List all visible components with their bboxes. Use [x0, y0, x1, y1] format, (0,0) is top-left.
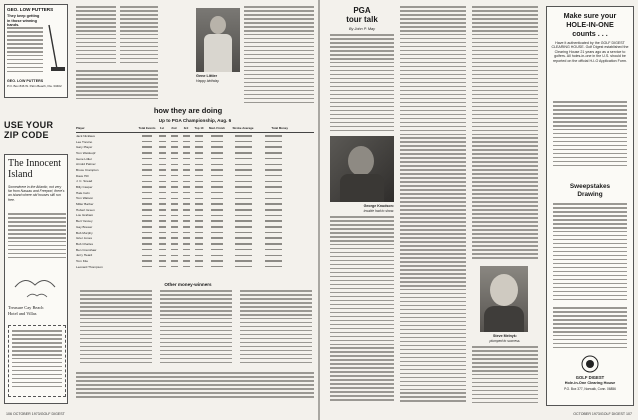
- table-cell: [180, 260, 192, 262]
- table-cell: [156, 198, 168, 200]
- table-cell: [138, 181, 156, 183]
- money-winners-col3: [240, 290, 312, 368]
- col-money: Total Money: [271, 126, 288, 130]
- table-cell: [206, 220, 228, 222]
- sweepstakes-title2: Drawing: [577, 191, 603, 198]
- table-cell: [192, 181, 206, 183]
- table-cell: [192, 249, 206, 251]
- zip-ad-line2: ZIP CODE: [4, 130, 49, 140]
- table-cell: [156, 186, 168, 188]
- table-cell: [258, 203, 288, 205]
- table-cell: [206, 255, 228, 257]
- table-cell: [156, 220, 168, 222]
- player-name: Dave Hill: [76, 173, 89, 178]
- table-cell: [258, 237, 288, 239]
- sweepstakes-body: [553, 203, 627, 303]
- putter-ad-body: [7, 27, 43, 73]
- table-cell: [138, 243, 156, 245]
- table-cell: [192, 220, 206, 222]
- clearing-house-name: GOLF DIGEST: [575, 375, 605, 380]
- table-cell: [168, 175, 180, 177]
- table-cell: [228, 255, 258, 257]
- player-name: Grier Jones: [76, 236, 92, 241]
- table-cell: [206, 175, 228, 177]
- table-cell: [192, 192, 206, 194]
- table-cell: [228, 232, 258, 234]
- right-page: [320, 0, 638, 420]
- table-cell: [192, 209, 206, 211]
- seagull-icon: [13, 267, 57, 301]
- table-cell: [180, 152, 192, 154]
- table-cell: [258, 215, 288, 217]
- table-cell: [228, 192, 258, 194]
- table-cell: [168, 215, 180, 217]
- table-cell: [228, 198, 258, 200]
- innocent-ad-brand: Treasure Cay Beach: [8, 305, 44, 310]
- table-cell: [206, 232, 228, 234]
- table-cell: [138, 226, 156, 228]
- table-cell: [168, 209, 180, 211]
- table-cell: [180, 141, 192, 143]
- putter-ad: [4, 4, 68, 98]
- article-col3-bottom: [472, 346, 538, 406]
- player-name: Bob Murphy: [76, 230, 93, 235]
- table-cell: [138, 220, 156, 222]
- table-cell: [156, 226, 168, 228]
- article-col2: [400, 6, 466, 406]
- table-cell: [206, 260, 228, 262]
- table-cell: [168, 169, 180, 171]
- table-cell: [192, 215, 206, 217]
- photo2-caption2: plumped to success.: [489, 339, 521, 343]
- table-cell: [168, 135, 180, 137]
- table-cell: [156, 255, 168, 257]
- putter-ad-contact: GEO. LOW PUTTERS: [7, 79, 44, 83]
- table-cell: [258, 169, 288, 171]
- birthday-article: [76, 6, 116, 66]
- putter-illustration: [45, 23, 67, 75]
- column-heading: PGA: [353, 6, 371, 15]
- table-cell: [180, 255, 192, 257]
- table-cell: [138, 215, 156, 217]
- player-name: Jack Nicklaus: [76, 133, 95, 138]
- table-cell: [206, 249, 228, 251]
- table-cell: [228, 164, 258, 166]
- table-cell: [138, 232, 156, 234]
- photo2-caption: Steve Melnyk:: [493, 334, 517, 338]
- table-cell: [156, 209, 168, 211]
- col-first: 1st: [159, 126, 165, 130]
- table-cell: [168, 186, 180, 188]
- table-cell: [138, 146, 156, 148]
- putter-ad-address: P.O. Box 846 W. Palm Beach, Fla. 33402: [7, 84, 62, 88]
- table-cell: [180, 232, 192, 234]
- col-top10: Top 10: [194, 126, 204, 130]
- player-name: J. C. Snead: [76, 179, 93, 184]
- table-cell: [192, 266, 206, 268]
- player-name: Hale Irwin: [76, 190, 90, 195]
- putter-ad-headline: GEO. LOW PUTTERS: [7, 7, 54, 12]
- table-cell: [192, 232, 206, 234]
- table-cell: [192, 146, 206, 148]
- putter-ad-subhead2: in those winning hands.: [7, 19, 37, 27]
- table-cell: [138, 255, 156, 257]
- table-cell: [156, 237, 168, 239]
- innocent-ad-title2: Island: [8, 169, 33, 180]
- table-cell: [258, 232, 288, 234]
- table-cell: [192, 243, 206, 245]
- table-cell: [168, 181, 180, 183]
- table-cell: [228, 186, 258, 188]
- table-cell: [168, 255, 180, 257]
- table-cell: [180, 186, 192, 188]
- table-cell: [258, 255, 288, 257]
- clearing-house-address: P.O. Box 377, Norwalk, Conn. 06856: [564, 387, 616, 391]
- table-cell: [228, 237, 258, 239]
- table-cell: [192, 135, 206, 137]
- table-cell: [168, 226, 180, 228]
- table-cell: [258, 158, 288, 160]
- article-col3-top: [472, 6, 538, 262]
- clearing-house-line2: Hole-in-One Clearing House: [564, 381, 616, 385]
- reply-coupon[interactable]: [8, 325, 66, 397]
- table-cell: [168, 266, 180, 268]
- table-cell: [156, 232, 168, 234]
- table-cell: [156, 146, 168, 148]
- table-cell: [180, 175, 192, 177]
- player-name: Arnold Palmer: [76, 162, 96, 167]
- table-cell: [156, 181, 168, 183]
- player-name: Jerry Heard: [76, 253, 93, 258]
- table-cell: [206, 215, 228, 217]
- stats-table-body: [76, 133, 314, 270]
- table-cell: [168, 192, 180, 194]
- table-cell: [168, 141, 180, 143]
- player-name: Gary Player: [76, 145, 93, 150]
- table-cell: [258, 226, 288, 228]
- table-cell: [168, 146, 180, 148]
- table-cell: [206, 152, 228, 154]
- player-name: Miller Barber: [76, 202, 94, 207]
- hole-in-one-ad: [546, 6, 634, 406]
- table-cell: [206, 146, 228, 148]
- table-cell: [206, 209, 228, 211]
- innocent-ad-brand2: Hotel and Villas: [8, 311, 37, 316]
- table-cell: [206, 169, 228, 171]
- table-cell: [180, 243, 192, 245]
- player-name: Bruce Crampton: [76, 167, 99, 172]
- table-cell: [192, 169, 206, 171]
- player-name: Gene Littler: [76, 156, 92, 161]
- table-cell: [138, 135, 156, 137]
- table-cell: [156, 152, 168, 154]
- table-cell: [192, 226, 206, 228]
- table-cell: [206, 186, 228, 188]
- table-cell: [192, 152, 206, 154]
- table-cell: [156, 158, 168, 160]
- table-cell: [156, 135, 168, 137]
- table-cell: [228, 215, 258, 217]
- column-heading2: tour talk: [346, 15, 378, 24]
- player-name: Lee Trevino: [76, 139, 93, 144]
- table-cell: [228, 266, 258, 268]
- table-cell: [168, 152, 180, 154]
- hio-body-more: [553, 101, 627, 171]
- player-name: Lou Graham: [76, 213, 94, 218]
- table-cell: [228, 141, 258, 143]
- table-cell: [206, 198, 228, 200]
- steve-melnyk-photo: [480, 266, 528, 332]
- table-cell: [228, 158, 258, 160]
- table-row: [76, 264, 314, 270]
- article-col1-bottom: [330, 216, 394, 406]
- table-cell: [258, 152, 288, 154]
- table-cell: [180, 192, 192, 194]
- player-name: Hubert Green: [76, 207, 95, 212]
- table-cell: [138, 203, 156, 205]
- table-cell: [180, 181, 192, 183]
- table-cell: [168, 237, 180, 239]
- table-cell: [180, 146, 192, 148]
- table-cell: [258, 266, 288, 268]
- player-name: Gay Brewer: [76, 224, 93, 229]
- table-cell: [168, 220, 180, 222]
- table-cell: [258, 198, 288, 200]
- zip-code-ad: [4, 120, 68, 146]
- table-cell: [258, 192, 288, 194]
- footnote-text: [76, 372, 314, 404]
- col-third: 3rd: [183, 126, 189, 130]
- table-cell: [228, 152, 258, 154]
- article-col1-top: [330, 34, 394, 134]
- innocent-ad-title1: The Innocent: [8, 158, 62, 169]
- table-cell: [192, 164, 206, 166]
- table-cell: [192, 175, 206, 177]
- photo1-caption: George Knudson:: [363, 204, 394, 208]
- how-they-are-doing-heading: how they are doing: [153, 106, 223, 115]
- table-cell: [192, 186, 206, 188]
- table-cell: [228, 220, 258, 222]
- table-cell: [138, 192, 156, 194]
- table-cell: [156, 266, 168, 268]
- coupon-lines: [12, 330, 62, 392]
- col-events: Total Events: [138, 126, 156, 130]
- table-cell: [258, 243, 288, 245]
- player-name: Ben Crenshaw: [76, 247, 97, 252]
- table-cell: [138, 209, 156, 211]
- table-cell: [180, 135, 192, 137]
- table-cell: [228, 260, 258, 262]
- table-cell: [258, 175, 288, 177]
- table-cell: [138, 158, 156, 160]
- table-cell: [156, 215, 168, 217]
- table-cell: [192, 237, 206, 239]
- stats-table: [76, 126, 314, 276]
- table-cell: [180, 209, 192, 211]
- table-cell: [228, 203, 258, 205]
- money-winners-col1: [80, 290, 152, 368]
- table-cell: [156, 192, 168, 194]
- table-cell: [206, 243, 228, 245]
- player-name: Bob Charles: [76, 241, 94, 246]
- innocent-ad-body: Somewhere in the Atlantic, not very far from Nassau and Freeport, there's an island where old houses still run free.: [8, 185, 65, 202]
- other-money-winners-heading: Other money-winners: [164, 282, 212, 287]
- col-stroke: Stroke Average: [232, 126, 254, 130]
- col-player: Player: [76, 126, 85, 130]
- table-cell: [206, 237, 228, 239]
- player-name: Tom Weiskopf: [76, 150, 96, 155]
- table-cell: [206, 203, 228, 205]
- winner-caption: Happy birthday.: [196, 79, 220, 83]
- table-cell: [192, 260, 206, 262]
- table-cell: [138, 169, 156, 171]
- table-cell: [168, 249, 180, 251]
- table-cell: [138, 198, 156, 200]
- col-second: 2nd: [171, 126, 177, 130]
- table-cell: [180, 198, 192, 200]
- table-cell: [180, 237, 192, 239]
- table-cell: [192, 255, 206, 257]
- table-cell: [206, 181, 228, 183]
- table-cell: [180, 266, 192, 268]
- stats-table-header: [76, 126, 314, 133]
- right-page-footer: OCTOBER 1973/GOLF DIGEST 107: [573, 412, 632, 416]
- table-cell: [228, 175, 258, 177]
- table-cell: [228, 243, 258, 245]
- table-cell: [138, 266, 156, 268]
- table-cell: [206, 141, 228, 143]
- table-cell: [258, 209, 288, 211]
- table-cell: [228, 226, 258, 228]
- table-cell: [180, 158, 192, 160]
- left-page-footer: 106 OCTOBER 1973/GOLF DIGEST: [6, 412, 65, 416]
- table-cell: [180, 220, 192, 222]
- table-cell: [228, 146, 258, 148]
- table-cell: [228, 135, 258, 137]
- table-cell: [206, 226, 228, 228]
- table-cell: [168, 198, 180, 200]
- table-cell: [180, 169, 192, 171]
- table-cell: [258, 181, 288, 183]
- hio-line1: Make sure your: [563, 11, 617, 20]
- table-cell: [138, 175, 156, 177]
- photo1-caption2: trouble had to show.: [363, 209, 394, 213]
- player-name: Billy Casper: [76, 185, 93, 190]
- scores-list: [120, 6, 158, 66]
- table-cell: [206, 135, 228, 137]
- player-name: Tom Watson: [76, 196, 94, 201]
- left-page: [0, 0, 318, 420]
- player-name: Tom Kite: [76, 258, 89, 263]
- table-cell: [138, 164, 156, 166]
- table-cell: [156, 260, 168, 262]
- table-cell: [258, 141, 288, 143]
- money-winners-col2: [160, 290, 232, 368]
- table-cell: [168, 164, 180, 166]
- table-cell: [192, 158, 206, 160]
- table-cell: [156, 243, 168, 245]
- table-cell: [228, 169, 258, 171]
- table-cell: [168, 232, 180, 234]
- hio-line2: HOLE-IN-ONE: [566, 20, 614, 29]
- tour-notes: [76, 70, 158, 104]
- table-cell: [192, 203, 206, 205]
- table-cell: [206, 158, 228, 160]
- table-cell: [180, 164, 192, 166]
- table-cell: [180, 203, 192, 205]
- table-cell: [138, 141, 156, 143]
- table-cell: [258, 260, 288, 262]
- putter-ad-subhead: They keep getting: [7, 14, 40, 18]
- table-cell: [156, 175, 168, 177]
- table-cell: [168, 260, 180, 262]
- table-cell: [206, 266, 228, 268]
- table-cell: [168, 158, 180, 160]
- golf-digest-logo-icon: [581, 355, 599, 373]
- table-cell: [138, 237, 156, 239]
- hio-line3: counts . . .: [572, 29, 608, 38]
- sweepstakes-title1: Sweepstakes: [569, 183, 611, 190]
- innocent-ad-copy: [8, 213, 66, 261]
- table-cell: [258, 186, 288, 188]
- table-cell: [180, 226, 192, 228]
- table-cell: [206, 164, 228, 166]
- table-cell: [180, 215, 192, 217]
- table-cell: [168, 203, 180, 205]
- col-med: Med. Finish: [209, 126, 225, 130]
- table-cell: [168, 243, 180, 245]
- zip-ad-line1: USE YOUR: [4, 120, 54, 130]
- player-name: Bert Yancey: [76, 219, 93, 224]
- winner-name: Gene Littler: [196, 74, 218, 78]
- table-cell: [156, 249, 168, 251]
- table-cell: [138, 260, 156, 262]
- table-cell: [228, 209, 258, 211]
- table-cell: [192, 141, 206, 143]
- table-cell: [206, 192, 228, 194]
- table-cell: [156, 164, 168, 166]
- table-cell: [138, 249, 156, 251]
- player-name: Leonard Thompson: [76, 264, 103, 269]
- table-title: Up to PGA Championship, Aug. 6: [158, 118, 232, 123]
- table-cell: [156, 203, 168, 205]
- tour-sidebar: [244, 6, 314, 106]
- table-cell: [258, 164, 288, 166]
- package-body: [553, 307, 627, 351]
- hio-body: Have it authenticated by the GOLF DIGEST CLEARING HOUSE. Golf Digest established the Clearing House 21 years ago as a service to golfers. All holes-in-one in the U.S. should be reported on the official H-I-O Application Form.: [551, 41, 629, 63]
- table-cell: [138, 152, 156, 154]
- table-cell: [192, 198, 206, 200]
- gene-littler-photo: [196, 8, 240, 72]
- table-cell: [138, 186, 156, 188]
- table-cell: [180, 249, 192, 251]
- table-cell: [228, 181, 258, 183]
- table-cell: [228, 249, 258, 251]
- innocent-island-ad: [4, 154, 68, 404]
- george-knudson-photo: [330, 136, 394, 202]
- table-cell: [258, 220, 288, 222]
- table-cell: [258, 135, 288, 137]
- table-cell: [258, 249, 288, 251]
- table-cell: [156, 169, 168, 171]
- table-cell: [156, 141, 168, 143]
- table-cell: [258, 146, 288, 148]
- byline: By John P. May: [348, 27, 376, 31]
